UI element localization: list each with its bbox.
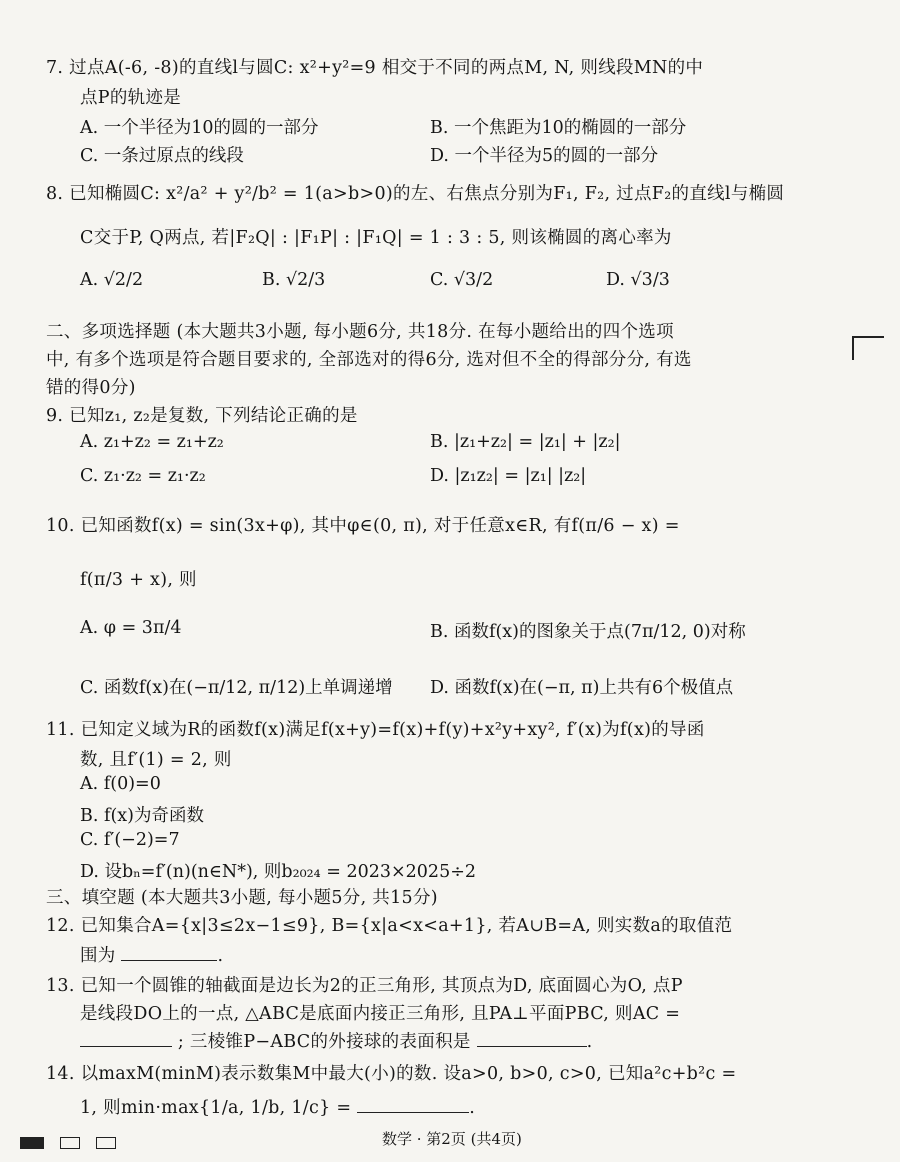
q7-option-d: D. 一个半径为5的圆的一部分	[430, 146, 659, 166]
section2-heading-line1: 二、多项选择题 (本大题共3小题, 每小题6分, 共18分. 在每小题给出的四个选项	[46, 322, 674, 342]
q9-option-b: B. |z₁+z₂| = |z₁| + |z₂|	[430, 432, 621, 452]
footer-box-mark-2	[96, 1137, 116, 1149]
q9-option-c: C. z₁·z₂ = z₁·z₂	[80, 466, 206, 486]
q12-prompt: 围为	[80, 946, 116, 966]
q14-stem-line2: 1, 则min·max{1/a, 1/b, 1/c} = .	[80, 1098, 476, 1118]
footer-box-mark-1	[60, 1137, 80, 1149]
q12-answer-blank[interactable]	[121, 946, 217, 961]
q8-option-c: C. √3/2	[430, 270, 494, 290]
q11-stem-line1: 11. 已知定义域为R的函数f(x)满足f(x+y)=f(x)+f(y)+x²y+xy², f′(x)为f(x)的导函	[46, 720, 705, 740]
q12-stem-line2: 围为 .	[80, 946, 224, 966]
q8-option-b: B. √2/3	[262, 270, 326, 290]
section2-heading-line2: 中, 有多个选项是符合题目要求的, 全部选对的得6分, 选对但不全的得部分分, 有选	[46, 350, 692, 370]
q9-option-d: D. |z₁z₂| = |z₁| |z₂|	[430, 466, 587, 486]
q10-option-b: B. 函数f(x)的图象关于点(7π/12, 0)对称	[430, 622, 746, 642]
q10-stem-line1: 10. 已知函数f(x) = sin(3x+φ), 其中φ∈(0, π), 对于任意x∈R, 有f(π/6 − x) =	[46, 516, 680, 536]
q12-stem-line1: 12. 已知集合A={x|3≤2x−1≤9}, B={x|a<x<a+1}, 若A∪B=A, 则实数a的取值范	[46, 916, 733, 936]
section3-heading: 三、填空题 (本大题共3小题, 每小题5分, 共15分)	[46, 888, 438, 908]
q7-stem-line2: 点P的轨迹是	[80, 88, 182, 108]
q11-stem-line2: 数, 且f′(1) = 2, 则	[80, 750, 232, 770]
q11-option-c: C. f′(−2)=7	[80, 830, 180, 850]
q7-option-c: C. 一条过原点的线段	[80, 146, 244, 166]
q7-option-a: A. 一个半径为10的圆的一部分	[80, 118, 319, 138]
q10-option-d: D. 函数f(x)在(−π, π)上共有6个极值点	[430, 678, 734, 698]
page-number-label: 数学 · 第2页 (共4页)	[382, 1130, 522, 1148]
q13-stem-line2: 是线段DO上的一点, △ABC是底面内接正三角形, 且PA⊥平面PBC, 则AC =	[80, 1004, 681, 1024]
q8-stem-line1: 8. 已知椭圆C: x²/a² + y²/b² = 1(a>b>0)的左、右焦点分别为F₁, F₂, 过点F₂的直线l与椭圆	[46, 184, 785, 204]
q7-stem-line1: 7. 过点A(-6, -8)的直线l与圆C: x²+y²=9 相交于不同的两点M, N, 则线段MN的中	[46, 58, 704, 78]
q8-stem-line2: C交于P, Q两点, 若|F₂Q| : |F₁P| : |F₁Q| = 1 : 3 : 5, 则该椭圆的离心率为	[80, 228, 672, 248]
section2-heading-line3: 错的得0分)	[46, 378, 136, 398]
q13-stem-line3: ; 三棱锥P−ABC的外接球的表面积是 .	[80, 1028, 592, 1053]
q10-option-a: A. φ = 3π/4	[80, 618, 182, 638]
q13-stem-line1: 13. 已知一个圆锥的轴截面是边长为2的正三角形, 其顶点为D, 底面圆心为O, 点P	[46, 976, 683, 996]
q13-answer-blank-2[interactable]	[477, 1032, 587, 1047]
q11-option-d: D. 设bₙ=f′(n)(n∈N*), 则b₂₀₂₄ = 2023×2025÷2	[80, 862, 476, 882]
q8-option-d: D. √3/3	[606, 270, 670, 290]
q14-stem-line1: 14. 以maxM(minM)表示数集M中最大(小)的数. 设a>0, b>0, c>0, 已知a²c+b²c =	[46, 1064, 737, 1084]
q10-option-c: C. 函数f(x)在(−π/12, π/12)上单调递增	[80, 678, 393, 698]
q9-option-a: A. z₁+z₂ = z₁+z₂	[80, 432, 224, 452]
q14-prompt: 1, 则min·max{1/a, 1/b, 1/c} =	[80, 1098, 352, 1118]
q13-prompt: ; 三棱锥P−ABC的外接球的表面积是	[177, 1032, 471, 1052]
q9-stem: 9. 已知z₁, z₂是复数, 下列结论正确的是	[46, 406, 358, 426]
q11-option-a: A. f(0)=0	[80, 774, 161, 794]
footer-filled-mark	[20, 1137, 44, 1149]
q8-option-a: A. √2/2	[80, 270, 144, 290]
q14-answer-blank[interactable]	[357, 1098, 469, 1113]
q10-stem-line2: f(π/3 + x), 则	[80, 570, 197, 590]
q7-option-b: B. 一个焦距为10的椭圆的一部分	[430, 118, 687, 138]
q13-answer-blank-1[interactable]	[80, 1032, 172, 1047]
margin-corner-mark	[852, 336, 884, 360]
q11-option-b: B. f(x)为奇函数	[80, 806, 204, 826]
